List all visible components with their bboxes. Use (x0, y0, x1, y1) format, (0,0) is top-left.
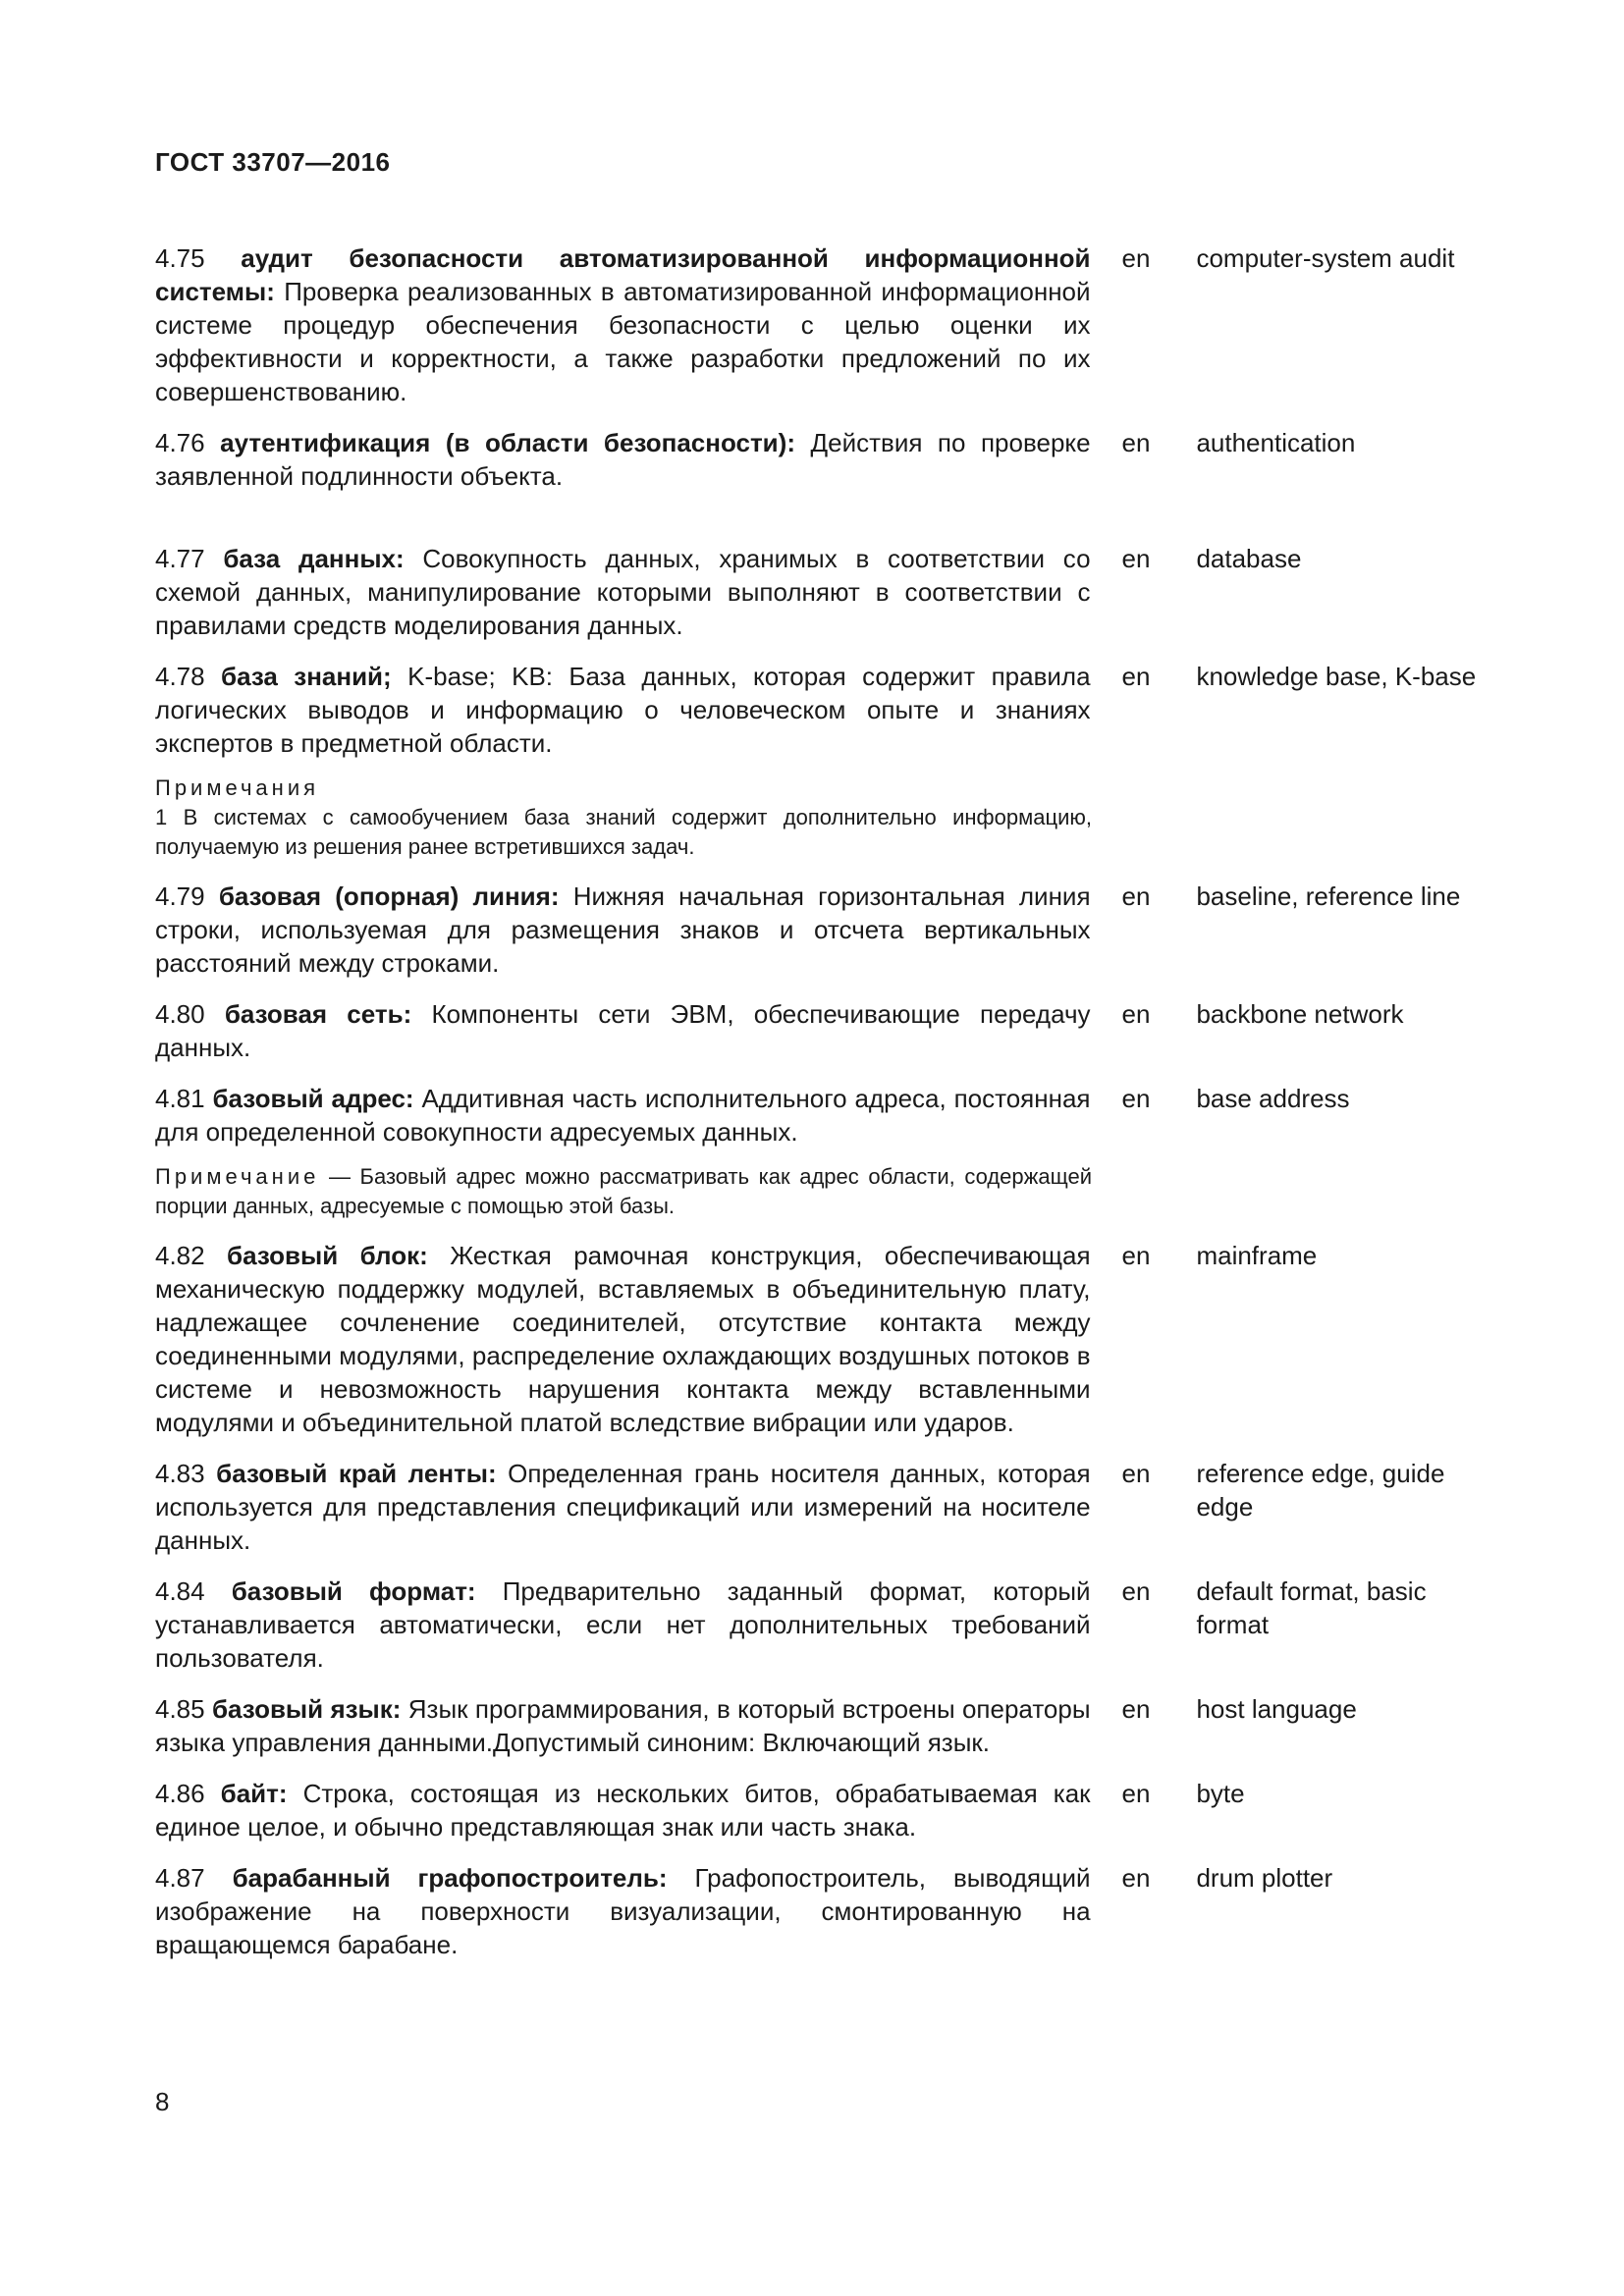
definition (155, 880, 1091, 980)
entry-4-86 (155, 1777, 1490, 1843)
term-ru: базовый край ленты: (216, 1459, 497, 1488)
definition (155, 542, 1091, 642)
spacer (155, 510, 1490, 542)
definition-text: Определенная грань носителя данных, которая используется для представления спецификаций или измерений на носителе данных. (155, 1459, 1091, 1555)
lang-code: en (1121, 881, 1151, 911)
term-ru: база знаний; (221, 662, 392, 691)
lang-code: en (1121, 1779, 1151, 1808)
note-title: Примечания (155, 775, 320, 800)
note-4-81 (155, 1162, 1092, 1221)
entry-number: 4.85 (155, 1694, 205, 1724)
entry-number: 4.75 (155, 243, 205, 273)
entry-4-76 (155, 426, 1490, 493)
entry-number: 4.87 (155, 1863, 205, 1893)
entry-4-78 (155, 660, 1490, 760)
definition-text: K-base; KB: База данных, которая содержит правила логических выводов и информацию о человеческом опыте и знаниях экспертов в предметной области. (155, 662, 1091, 758)
entry-number: 4.78 (155, 662, 205, 691)
definition (155, 660, 1091, 760)
term-ru: аутентификация (в области безопасности): (220, 428, 795, 457)
definition (155, 1777, 1091, 1843)
page-header: ГОСТ 33707—2016 (155, 147, 391, 177)
term-en: base address (1196, 1084, 1350, 1113)
entry-number: 4.86 (155, 1779, 205, 1808)
definition-text: Язык программирования, в который встроены операторы языка управления данными.Допустимый синоним: Включающий язык. (155, 1694, 1091, 1757)
definition-text: Жесткая рамочная конструкция, обеспечивающая механическую поддержку модулей, вставляемых в объединительную плату, надлежащее сочленение соединителей, отсутствие контакта между соединенными модулями, распределение охлаждающих воздушных потоков в системе и невозможность нарушения контакта между вставленными модулями и объединительной платой вследствие вибрации или ударов. (155, 1241, 1091, 1437)
note-text: — Базовый адрес можно рассматривать как адрес области, содержащей порции данных, адресуемые с помощью этой базы. (155, 1164, 1092, 1218)
term-ru: базовый язык: (211, 1694, 402, 1724)
note-title: Примечание (155, 1164, 320, 1189)
definition-text: Компоненты сети ЭВМ, обеспечивающие передачу данных. (155, 999, 1091, 1062)
entry-4-80 (155, 997, 1490, 1064)
entry-number: 4.81 (155, 1084, 205, 1113)
entry-number: 4.84 (155, 1576, 205, 1606)
definition-text: Совокупность данных, хранимых в соответствии со схемой данных, манипулирование которыми выполняют в соответствии с правилами средств моделирования данных. (155, 544, 1091, 640)
entry-number: 4.79 (155, 881, 205, 911)
definition (155, 1457, 1091, 1557)
definition-text: Действия по проверке заявленной подлинности объекта. (155, 428, 1091, 491)
term-ru: байт: (220, 1779, 288, 1808)
definition (155, 426, 1091, 493)
entry-4-84 (155, 1575, 1490, 1675)
note-4-78 (155, 774, 1092, 862)
note-text: 1 В системах с самообучением база знаний содержит дополнительно информацию, получаемую из решения ранее встретившихся задач. (155, 805, 1092, 859)
entry-4-85 (155, 1692, 1490, 1759)
entry-number: 4.83 (155, 1459, 205, 1488)
term-en: authentication (1196, 428, 1356, 457)
entry-4-79 (155, 880, 1490, 980)
term-en: drum plotter (1196, 1863, 1333, 1893)
lang-code: en (1121, 1084, 1151, 1113)
term-ru: базовый формат: (231, 1576, 476, 1606)
page-number: 8 (155, 2087, 170, 2116)
definition (155, 241, 1091, 408)
entry-number: 4.82 (155, 1241, 205, 1270)
lang-code: en (1121, 243, 1151, 273)
definition-text: Графопостроитель, выводящий изображение на поверхности визуализации, смонтированную на вращающемся барабане. (155, 1863, 1091, 1959)
entry-4-82 (155, 1239, 1490, 1439)
term-ru: базовая (опорная) линия: (218, 881, 560, 911)
lang-code: en (1121, 1694, 1151, 1724)
entry-number: 4.80 (155, 999, 205, 1029)
term-en: mainframe (1196, 1241, 1318, 1270)
term-ru: базовый блок: (227, 1241, 428, 1270)
term-en: computer-system audit (1196, 243, 1455, 273)
definition (155, 1082, 1091, 1148)
term-ru: базовая сеть: (224, 999, 412, 1029)
definition (155, 1861, 1091, 1961)
definition (155, 1692, 1091, 1759)
lang-code: en (1121, 1863, 1151, 1893)
definition (155, 997, 1091, 1064)
lang-code: en (1121, 1576, 1151, 1606)
lang-code: en (1121, 428, 1151, 457)
entry-4-75 (155, 241, 1490, 408)
entry-4-83 (155, 1457, 1490, 1557)
lang-code: en (1121, 1459, 1151, 1488)
term-en: byte (1196, 1779, 1245, 1808)
term-ru: базовый адрес: (212, 1084, 414, 1113)
definition-text: Предварительно заданный формат, который устанавливается автоматически, если нет дополнительных требований пользователя. (155, 1576, 1091, 1673)
definition-text: Нижняя начальная горизонтальная линия строки, используемая для размещения знаков и отсчета вертикальных расстояний между строками. (155, 881, 1091, 978)
definition (155, 1239, 1091, 1439)
term-en: knowledge base, K-base (1196, 662, 1477, 691)
term-ru: аудит безопасности автоматизированной информационной системы: (155, 243, 1091, 306)
definition-text: Строка, состоящая из нескольких битов, обрабатываемая как единое целое, и обычно представляющая знак или часть знака. (155, 1779, 1091, 1842)
definition-text: Аддитивная часть исполнительного адреса, постоянная для определенной совокупности адресуемых данных. (155, 1084, 1091, 1147)
term-en: reference edge, guide edge (1196, 1459, 1445, 1522)
lang-code: en (1121, 662, 1151, 691)
term-en: default format, basic format (1196, 1576, 1427, 1639)
lang-code: en (1121, 1241, 1151, 1270)
term-list (155, 241, 1490, 1979)
definition-text: Проверка реализованных в автоматизированной информационной системе процедур обеспечения безопасности с целью оценки их эффективности и корректности, а также разработки предложений по их совершенствованию. (155, 277, 1091, 406)
definition (155, 1575, 1091, 1675)
entry-4-81 (155, 1082, 1490, 1148)
lang-code: en (1121, 544, 1151, 573)
entry-number: 4.76 (155, 428, 205, 457)
entry-number: 4.77 (155, 544, 205, 573)
entry-4-87 (155, 1861, 1490, 1961)
term-en: host language (1196, 1694, 1357, 1724)
entry-4-77 (155, 542, 1490, 642)
term-ru: барабанный графопостроитель: (232, 1863, 668, 1893)
lang-code: en (1121, 999, 1151, 1029)
term-ru: база данных: (223, 544, 405, 573)
term-en: backbone network (1196, 999, 1404, 1029)
term-en: baseline, reference line (1196, 881, 1461, 911)
term-en: database (1196, 544, 1302, 573)
